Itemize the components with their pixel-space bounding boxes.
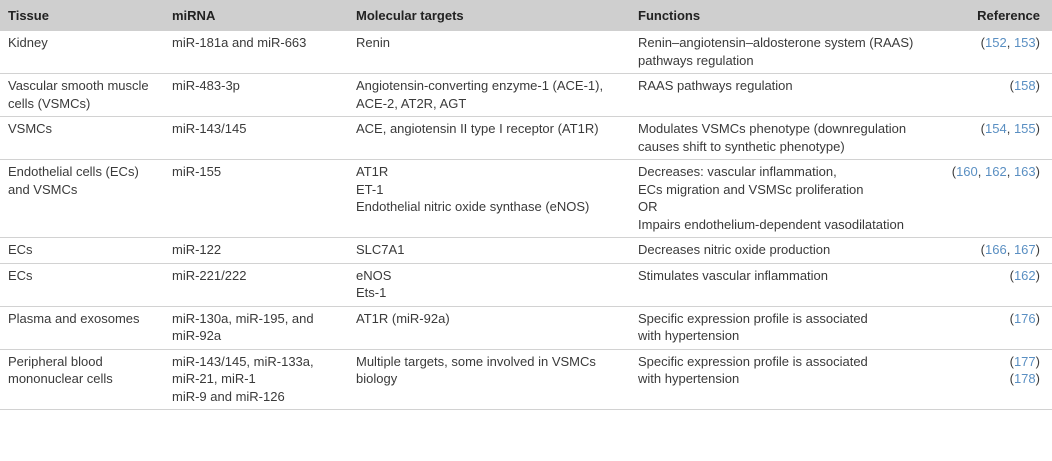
cell-molecular-targets-line: ACE, angiotensin II type I receptor (AT1R): [356, 121, 599, 136]
cell-tissue-line: VSMCs: [8, 121, 53, 136]
cell-functions-line: Renin–angiotensin–aldosterone system (RAAS): [638, 35, 914, 50]
cell-reference: [922, 263, 1052, 306]
cell-molecular-targets-line: Endothelial nitric oxide synthase (eNOS): [356, 199, 590, 214]
header-tissue: Tissue: [8, 7, 49, 23]
cell-mirna: [164, 74, 348, 117]
reference-group: (177): [1009, 353, 1040, 369]
reference-group: (160, 162, 163): [951, 164, 1040, 179]
cell-molecular-targets: [348, 74, 630, 117]
cell-functions: [630, 160, 922, 238]
citation-link[interactable]: 152: [985, 35, 1007, 50]
cell-reference: [922, 74, 1052, 117]
citation-link[interactable]: 154: [985, 121, 1007, 136]
cell-functions: [630, 31, 922, 74]
cell-functions: [630, 117, 922, 160]
table-row: [0, 117, 1052, 160]
reference-group: (178): [1009, 371, 1040, 386]
header-mirna: miRNA: [172, 7, 216, 23]
cell-functions-line: ECs migration and VSMSc proliferation: [638, 181, 864, 197]
cell-molecular-targets-line: Angiotensin-converting enzyme-1 (ACE-1),: [356, 78, 604, 93]
cell-tissue: [0, 160, 164, 238]
cell-molecular-targets: [348, 238, 630, 264]
cell-mirna-line: miR-122: [172, 242, 222, 257]
cell-functions-line: Specific expression profile is associated: [638, 353, 868, 369]
cell-functions: [630, 306, 922, 349]
cell-functions-line: causes shift to synthetic phenotype): [638, 138, 845, 154]
cell-molecular-targets-line: AT1R (miR-92a): [356, 310, 450, 326]
cell-mirna-line: miR-9 and miR-126: [172, 388, 285, 404]
cell-mirna-line: miR-143/145: [172, 121, 247, 136]
cell-tissue: [0, 31, 164, 74]
cell-mirna: [164, 117, 348, 160]
reference-group: (154, 155): [980, 121, 1040, 136]
header-molecular-targets: Molecular targets: [356, 7, 464, 23]
cell-molecular-targets-line: ET-1: [356, 181, 384, 197]
cell-tissue-line: Vascular smooth muscle: [8, 78, 149, 93]
reference-group: (176): [1009, 310, 1040, 326]
cell-molecular-targets-line: ACE-2, AT2R, AGT: [356, 95, 467, 111]
table-row: [0, 238, 1052, 264]
cell-reference: [922, 117, 1052, 160]
citation-link[interactable]: 177: [1013, 353, 1036, 369]
table-row: [0, 74, 1052, 117]
citation-link[interactable]: 167: [1013, 242, 1036, 257]
cell-molecular-targets-line: SLC7A1: [356, 242, 405, 257]
cell-functions-line: OR: [638, 199, 658, 214]
cell-mirna-line: miR-155: [172, 164, 222, 179]
citation-link[interactable]: 160: [956, 164, 978, 179]
cell-mirna: [164, 263, 348, 306]
cell-tissue-line: ECs: [8, 267, 33, 283]
cell-tissue-line: cells (VSMCs): [8, 95, 91, 111]
cell-tissue-line: Peripheral blood: [8, 353, 103, 369]
cell-tissue-line: ECs: [8, 242, 33, 257]
cell-mirna: [164, 160, 348, 238]
table-row: [0, 306, 1052, 349]
cell-functions-line: Stimulates vascular inflammation: [638, 267, 829, 283]
cell-molecular-targets: [348, 263, 630, 306]
cell-mirna-line: miR-143/145, miR-133a,: [172, 353, 314, 369]
citation-link[interactable]: 176: [1013, 310, 1036, 326]
header-functions: Functions: [638, 7, 701, 23]
cell-reference: [922, 160, 1052, 238]
reference-group: (158): [1009, 78, 1040, 93]
cell-molecular-targets: [348, 160, 630, 238]
cell-molecular-targets-line: Ets-1: [356, 285, 387, 300]
cell-functions-line: RAAS pathways regulation: [638, 78, 793, 93]
reference-group: (162): [1009, 267, 1040, 283]
cell-functions-line: Impairs endothelium-dependent vasodilatation: [638, 216, 904, 232]
cell-tissue: [0, 238, 164, 264]
header-row: [0, 0, 1052, 31]
table-row: [0, 263, 1052, 306]
table-row: [0, 349, 1052, 410]
cell-mirna-line: miR-21, miR-1: [172, 371, 256, 386]
cell-molecular-targets-line: Renin: [356, 35, 390, 50]
citation-link[interactable]: 153: [1013, 35, 1036, 50]
cell-molecular-targets: [348, 31, 630, 74]
citation-link[interactable]: 178: [1013, 371, 1036, 386]
cell-molecular-targets: [348, 349, 630, 410]
citation-link[interactable]: 163: [1013, 164, 1036, 179]
cell-mirna-line: miR-181a and miR-663: [172, 35, 307, 50]
citation-link[interactable]: 162: [1013, 267, 1036, 283]
cell-molecular-targets-line: Multiple targets, some involved in VSMCs: [356, 353, 596, 369]
cell-tissue-line: Kidney: [8, 35, 48, 50]
reference-group: (152, 153): [980, 35, 1040, 50]
table-row: [0, 160, 1052, 238]
cell-reference: [922, 31, 1052, 74]
cell-mirna: [164, 349, 348, 410]
cell-functions: [630, 349, 922, 410]
header-reference: Reference: [977, 7, 1040, 23]
table-body: [0, 31, 1052, 410]
cell-tissue: [0, 306, 164, 349]
cell-tissue: [0, 74, 164, 117]
cell-tissue-line: and VSMCs: [8, 181, 78, 197]
cell-mirna-line: miR-92a: [172, 328, 222, 343]
cell-molecular-targets: [348, 117, 630, 160]
citation-link[interactable]: 158: [1013, 78, 1036, 93]
cell-mirna-line: miR-130a, miR-195, and: [172, 310, 314, 326]
cell-mirna-line: miR-483-3p: [172, 78, 240, 93]
cell-reference: [922, 306, 1052, 349]
cell-molecular-targets: [348, 306, 630, 349]
cell-molecular-targets-line: AT1R: [356, 164, 389, 179]
cell-functions-line: Modulates VSMCs phenotype (downregulation: [638, 121, 907, 136]
cell-functions-line: Decreases: vascular inflammation,: [638, 164, 837, 179]
cell-functions-line: pathways regulation: [638, 52, 754, 68]
cell-tissue: [0, 117, 164, 160]
citation-link[interactable]: 166: [985, 242, 1007, 257]
cell-mirna: [164, 238, 348, 264]
cell-tissue: [0, 349, 164, 410]
cell-functions-line: Specific expression profile is associated: [638, 310, 868, 326]
cell-functions-line: Decreases nitric oxide production: [638, 242, 831, 257]
table-row: [0, 31, 1052, 74]
cell-functions-line: with hypertension: [638, 328, 740, 343]
cell-tissue-line: Endothelial cells (ECs): [8, 164, 139, 179]
cell-functions-line: with hypertension: [638, 371, 740, 386]
cell-functions: [630, 74, 922, 117]
cell-mirna: [164, 306, 348, 349]
citation-link[interactable]: 162: [985, 164, 1007, 179]
cell-mirna-line: miR-221/222: [172, 267, 247, 283]
cell-tissue: [0, 263, 164, 306]
cell-functions: [630, 238, 922, 264]
cell-tissue-line: Plasma and exosomes: [8, 310, 140, 326]
cell-molecular-targets-line: biology: [356, 371, 398, 386]
reference-group: (166, 167): [980, 242, 1040, 257]
cell-reference: [922, 349, 1052, 410]
cell-mirna: [164, 31, 348, 74]
cell-molecular-targets-line: eNOS: [356, 267, 392, 283]
citation-link[interactable]: 155: [1013, 121, 1036, 136]
cell-tissue-line: mononuclear cells: [8, 371, 113, 386]
cell-functions: [630, 263, 922, 306]
cell-reference: [922, 238, 1052, 264]
